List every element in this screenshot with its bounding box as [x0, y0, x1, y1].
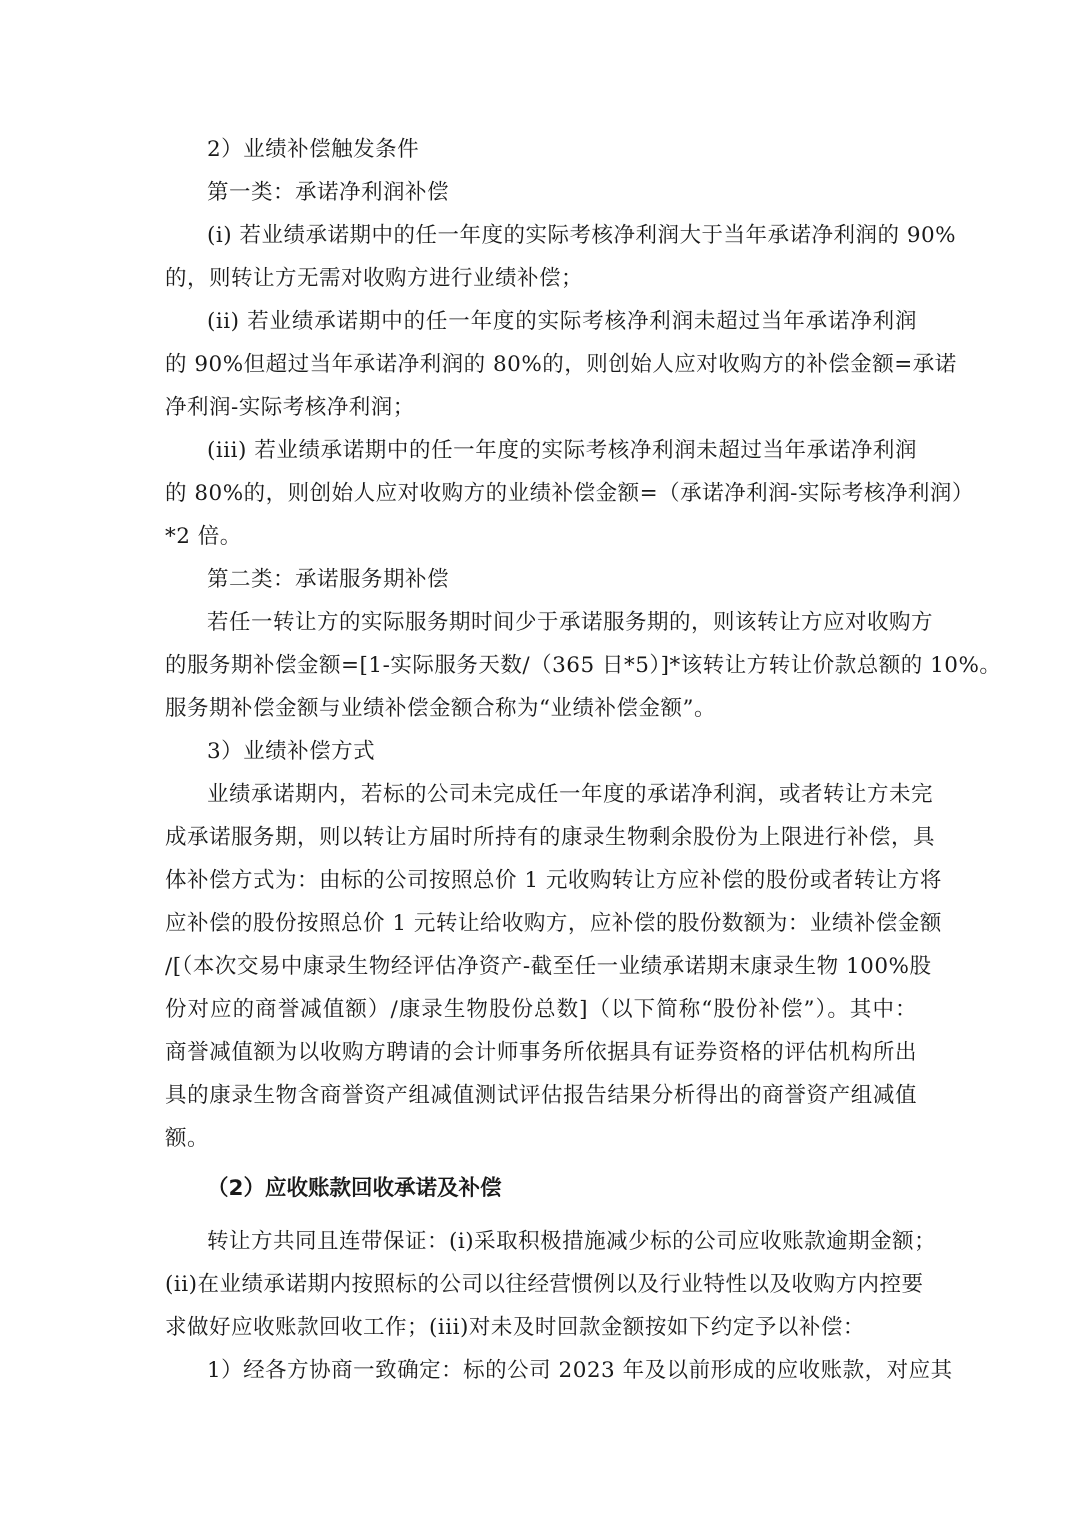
paragraph-line: 求做好应收账款回收工作；(iii)对未及时回款金额按如下约定予以补偿： [165, 1315, 865, 1340]
paragraph-line: 业绩承诺期内，若标的公司未完成任一年度的承诺净利润，或者转让方未完 [207, 782, 934, 807]
paragraph-line: 的，则转让方无需对收购方进行业绩补偿； [165, 266, 584, 291]
section-subtitle: 第二类：承诺服务期补偿 [207, 567, 450, 592]
paragraph-line: 成承诺服务期，则以转让方届时所持有的康录生物剩余股份为上限进行补偿，具 [165, 825, 936, 850]
paragraph [165, 1220, 937, 1349]
section-subtitle: 2）业绩补偿触发条件 [207, 137, 420, 162]
paragraph-line: (i) 若业绩承诺期中的任一年度的实际考核净利润大于当年承诺净利润的 90% [207, 223, 957, 248]
paragraph [165, 429, 974, 558]
paragraph-line: 的服务期补偿金额=[1-实际服务天数/（365 日*5）]*该转让方转让价款总额的 10%。 [165, 653, 1002, 678]
paragraph-line: 体补偿方式为：由标的公司按照总价 1 元收购转让方应补偿的股份或者转让方将 [165, 868, 942, 893]
paragraph-line: 若任一转让方的实际服务期时间少于承诺服务期的，则该转让方应对收购方 [207, 610, 934, 635]
paragraph-line: 商誉减值额为以收购方聘请的会计师事务所依据具有证券资格的评估机构所出 [165, 1040, 917, 1065]
paragraph-line: 的 90%但超过当年承诺净利润的 80%的，则创始人应对收购方的补偿金额=承诺 [165, 352, 957, 377]
paragraph-line: 额。 [165, 1126, 210, 1151]
paragraph-line: 份对应的商誉减值额）/康录生物股份总数]（以下简称“股份补偿”）。其中： [165, 997, 917, 1022]
section-subtitle: 3）业绩补偿方式 [207, 739, 376, 764]
paragraph [165, 1349, 953, 1392]
section-subtitle: 第一类：承诺净利润补偿 [207, 180, 450, 205]
paragraph [165, 214, 957, 300]
paragraph-line: 净利润-实际考核净利润； [165, 395, 415, 420]
paragraph [165, 601, 1002, 730]
paragraph-line: (iii) 若业绩承诺期中的任一年度的实际考核净利润未超过当年承诺净利润 [207, 438, 917, 463]
paragraph-line: 应补偿的股份按照总价 1 元转让给收购方，应补偿的股份数额为：业绩补偿金额 [165, 911, 942, 936]
paragraph-line: 1）经各方协商一致确定：标的公司 2023 年及以前形成的应收账款，对应其 [207, 1358, 953, 1383]
document-page [165, 128, 1002, 1392]
paragraph-line: (ii) 若业绩承诺期中的任一年度的实际考核净利润未超过当年承诺净利润 [207, 309, 917, 334]
paragraph-line: 的 80%的，则创始人应对收购方的业绩补偿金额=（承诺净利润-实际考核净利润） [165, 481, 974, 506]
paragraph-line: 具的康录生物含商誉资产组减值测试评估报告结果分析得出的商誉资产组减值 [165, 1083, 917, 1108]
paragraph [165, 773, 942, 1160]
paragraph-line: 转让方共同且连带保证：(i)采取积极措施减少标的公司应收账款逾期金额； [207, 1229, 937, 1254]
paragraph-line: 服务期补偿金额与业绩补偿金额合称为“业绩补偿金额”。 [165, 696, 716, 721]
paragraph [165, 300, 957, 429]
section-heading: （2）应收账款回收承诺及补偿 [207, 1176, 502, 1201]
paragraph-line: *2 倍。 [165, 524, 242, 549]
paragraph-line: /[（本次交易中康录生物经评估净资产-截至任一业绩承诺期末康录生物 100%股 [165, 954, 932, 979]
paragraph-line: (ii)在业绩承诺期内按照标的公司以往经营惯例以及行业特性以及收购方内控要 [165, 1272, 924, 1297]
